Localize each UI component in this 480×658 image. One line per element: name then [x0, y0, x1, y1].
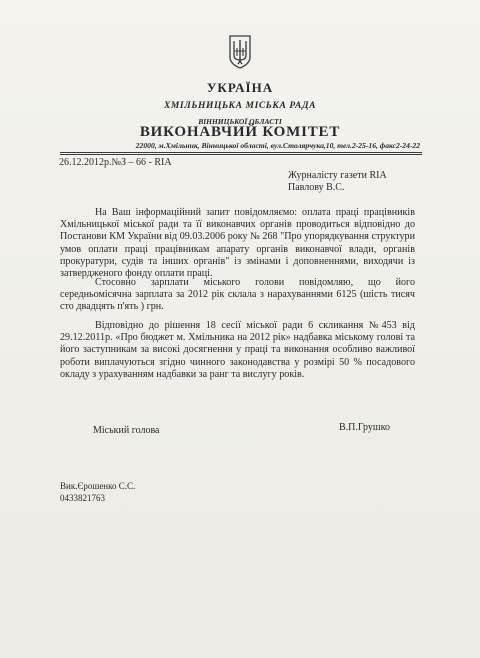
- executor-phone: 0433821763: [60, 493, 105, 503]
- paragraph-salary-basis: На Ваш інформаційний запит повідомляємо: оплата праці працівників Хмільницької міської ради та її виконавчих органів проводиться відповідно до Постанови КМ України від 09.03.2006 року № 268 "Про упорядкування структури умов оплати праці працівникам апарату органів виконавчої влади, органів прокуратури, судів та інших органів" із змінами і доповненнями, виходячи із затвердженого фонду оплати праці.: [60, 207, 415, 280]
- country-name: УКРАЇНА: [206, 80, 274, 95]
- paragraph-mayor-salary: Стосовно зарплати міського голови повідомляю, що його середньомісячна зарплата за 2012 рік склала з нарахуваннями 6125 (шість тисяч сто двадцять п'ять ) грн.: [60, 277, 415, 313]
- addressee-position: Журналісту газети RIA: [288, 170, 387, 181]
- header-divider-thin: [60, 154, 422, 155]
- addressee-name: Павлову В.С.: [288, 182, 345, 193]
- letter-reference: 26.12.2012р.№З – 66 - RIA: [59, 157, 172, 168]
- trident-emblem-icon: [228, 33, 252, 69]
- organization-address: 22000, м.Хмільник, Вінницької області, вул.Столярчука,10, тел.2-25-16, факс2-24-22: [135, 141, 420, 150]
- oblast-name: ВІННИЦЬКОЇ ОБЛАСТІ: [198, 117, 282, 126]
- council-name: ХМІЛЬНИЦЬКА МІСЬКА РАДА: [163, 101, 317, 111]
- signature-name: В.П.Грушко: [339, 422, 390, 433]
- committee-name: ВИКОНАВЧИЙ КОМІТЕТ: [139, 124, 341, 140]
- signature-title: Міський голова: [93, 425, 160, 436]
- paragraph-bonus: Відповідно до рішення 18 сесії міської ради 6 скликання №453 від 29.12.2011р. «Про бюджет м. Хмільника на 2012 рік» надбавка міському голові та його заступникам за високі досягнення у праці та виконання особливо важливої роботи виплачуються згідно чинного законодавства у розмірі 50 % посадового окладу з урахуванням надбавки за ранг та вислугу років.: [60, 320, 415, 380]
- executor-name: Вик.Єрошенко С.С.: [60, 481, 136, 491]
- header-divider: [60, 152, 422, 153]
